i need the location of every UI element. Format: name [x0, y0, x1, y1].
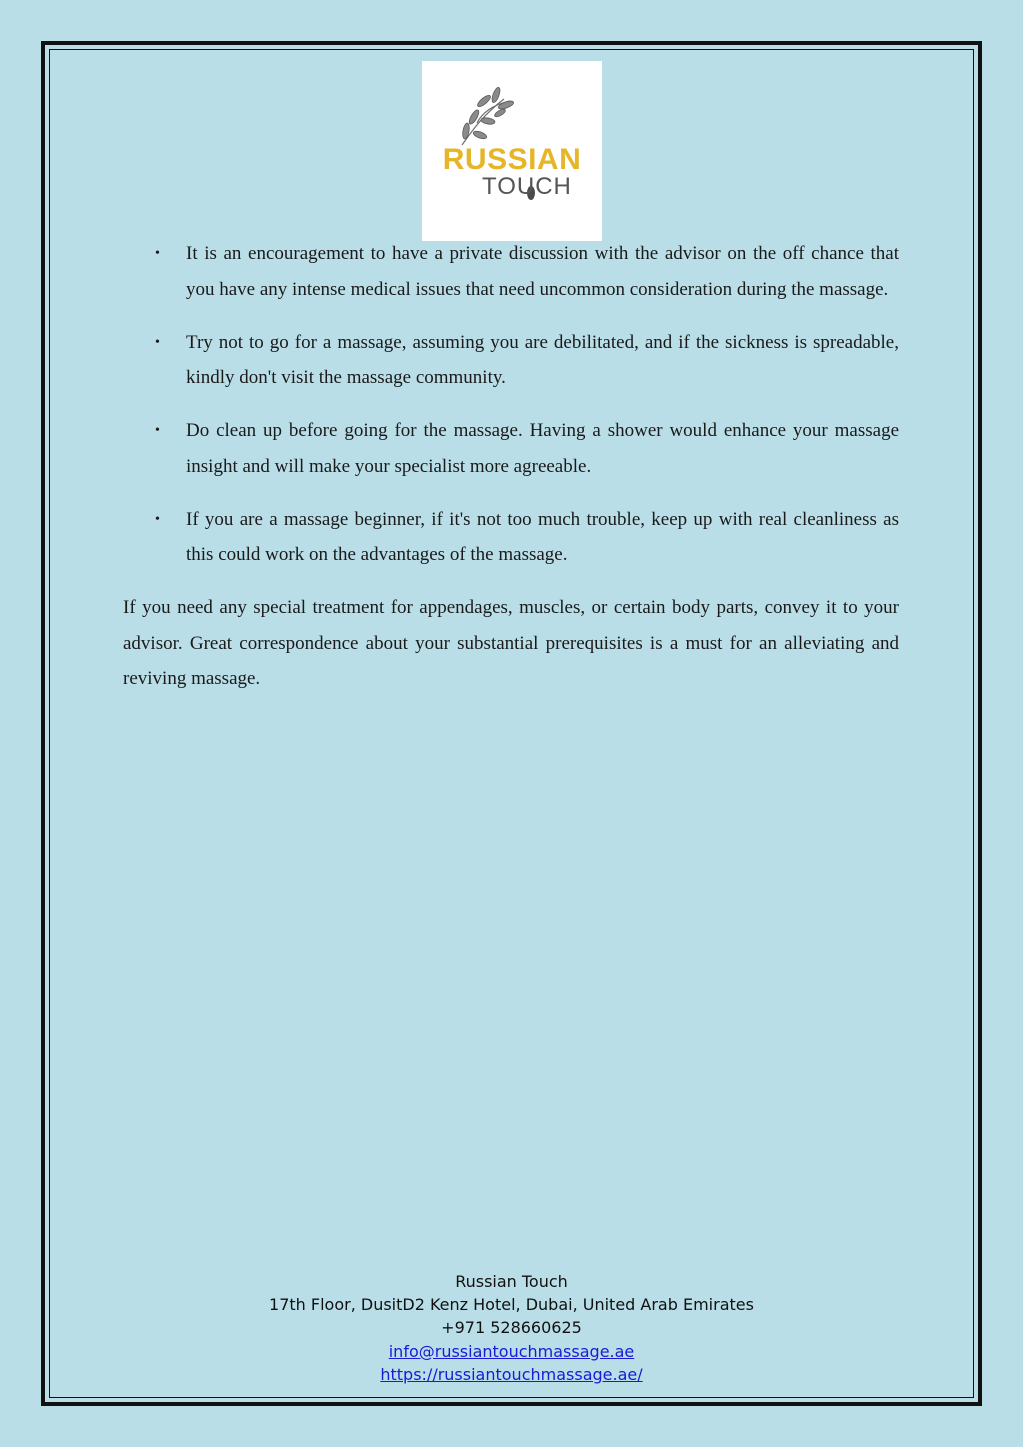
bullet-item-4	[123, 502, 899, 573]
bullet-list	[123, 236, 899, 573]
logo	[422, 61, 602, 241]
bullet-icon: •	[155, 246, 160, 261]
footer-website-link[interactable]: https://russiantouchmassage.ae/	[380, 1364, 643, 1384]
bullet-text: If you are a massage beginner, if it's not too much trouble, keep up with real cleanliness as this could work on the advantages of the massage.	[186, 508, 899, 565]
bullet-item-3	[123, 413, 899, 484]
bullet-item-1	[123, 236, 899, 307]
bullet-text: Try not to go for a massage, assuming you are debilitated, and if the sickness is spreadable, kindly don't visit the massage community.	[186, 331, 899, 388]
logo-word-touch: TOUCH	[482, 173, 572, 200]
bullet-icon: •	[155, 423, 160, 438]
logo-word-russian: RUSSIAN	[442, 143, 582, 176]
footer-phone: +971 528660625	[441, 1318, 582, 1338]
bullet-icon: •	[155, 511, 160, 527]
main-content	[123, 236, 899, 697]
footer-address: 17th Floor, DusitD2 Kenz Hotel, Dubai, United Arab Emirates	[269, 1295, 754, 1315]
footer-company: Russian Touch	[455, 1272, 568, 1291]
bullet-text: Do clean up before going for the massage. Having a shower would enhance your massage insight and will make your specialist more agreeable.	[186, 420, 899, 477]
footer	[49, 1270, 974, 1386]
closing-paragraph: If you need any special treatment for appendages, muscles, or certain body parts, convey it to your advisor. Great correspondence about your substantial prerequisites is a must for an alleviating and reviving massage.	[123, 597, 899, 689]
bullet-icon: •	[155, 334, 160, 350]
footer-email-link[interactable]: info@russiantouchmassage.ae	[388, 1341, 635, 1361]
bullet-item-2	[123, 325, 899, 396]
bullet-text: It is an encouragement to have a private discussion with the advisor on the off chance that you have any intense medical issues that need uncommon consideration during the massage.	[186, 243, 899, 300]
